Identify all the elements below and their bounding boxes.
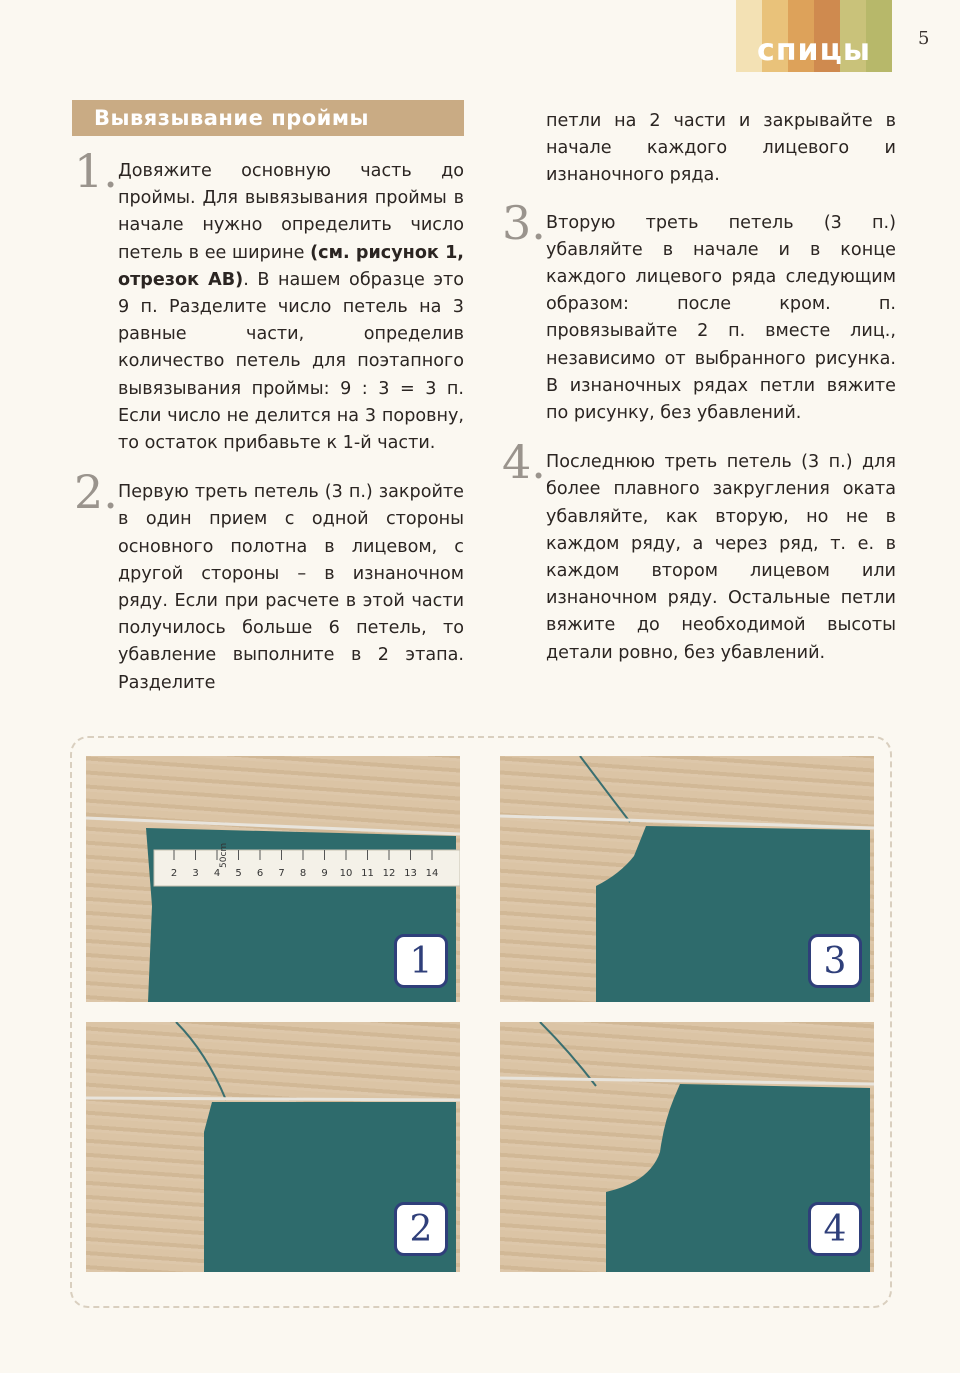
tape-number: 14 xyxy=(425,868,439,879)
step-text: Первую треть петель (3 п.) закройте в один прием с одной стороны основного полотна в лицевом, с другой стороны – в изнаночном ряду. Если при расчете в этой части получилось больше 6 петель, то убавление выполните в 2 этапа. Разделите xyxy=(118,482,464,693)
page-number: 5 xyxy=(918,28,930,49)
yarn-strand xyxy=(176,1022,226,1100)
step-text-part: . В нашем образце это 9 п. Разделите число петель на 3 равные части, определив количество петель для поэтапного вывязывания проймы: 9 : 3 = 3 п. Если число не делится на 3 поровну, то остаток прибавьте к 1-й части. xyxy=(118,269,464,454)
knitting-needle xyxy=(86,1098,460,1100)
step-3 xyxy=(500,195,896,428)
yarn-strand xyxy=(540,1022,596,1086)
step-1 xyxy=(72,144,464,457)
step-number: 1. xyxy=(74,144,118,198)
tape-number: 12 xyxy=(382,868,396,879)
section-heading-text: Вывязывание проймы xyxy=(94,106,370,130)
tape-number: 5 xyxy=(235,868,242,879)
tape-number: 8 xyxy=(299,868,307,879)
step-number: 4. xyxy=(502,435,546,490)
photo-number-badge: 1 xyxy=(394,934,448,988)
tape-number: 13 xyxy=(404,868,417,879)
step-text: петли на 2 части и закрывайте в начале каждого лицевого и изнаночного ряда. xyxy=(546,111,896,186)
tape-number: 9 xyxy=(321,868,328,879)
tape-number: 11 xyxy=(361,868,374,879)
step-2 xyxy=(72,465,464,697)
tape-number: 6 xyxy=(256,868,264,879)
step-2-continuation xyxy=(500,108,896,190)
photo-step-2 xyxy=(86,1022,460,1272)
photo-step-3 xyxy=(500,756,874,1002)
step-text-part: Довяжите основную часть до проймы. Для вывязывания проймы в начале нужно определить число петель в ее ширине xyxy=(118,161,464,263)
tape-number: 4 xyxy=(213,868,221,879)
photo-step-4 xyxy=(500,1022,874,1272)
step-number: 3. xyxy=(502,195,546,250)
figure-reference: (см. рисунок 1, отрезок АВ) xyxy=(118,242,464,290)
photo-number-badge: 2 xyxy=(394,1202,448,1256)
tape-number: 3 xyxy=(192,868,199,879)
tape-number: 10 xyxy=(339,868,353,879)
tape-number: 7 xyxy=(278,868,285,879)
step-text: Последнюю треть петель (3 п.) для более плавного закругления оката убавляйте, как вторую, но не в каждом ряду, а через ряд, т. е. в каждом втором лицевом или изнаночном ряду. Остальные петли вяжите до необходимой высоты детали ровно, без убавлений. xyxy=(546,452,896,663)
knitting-needle xyxy=(500,816,874,828)
text-column-left xyxy=(72,144,464,697)
photo-step-1 xyxy=(86,756,460,1002)
step-text xyxy=(118,158,464,457)
section-title: спицы xyxy=(757,32,871,68)
tape-number: 2 xyxy=(170,868,178,879)
section-heading xyxy=(72,100,464,136)
step-text: Вторую треть петель (3 п.) убавляйте в начале и в конце каждого лицевого ряда следующим образом: после кром. п. провязывайте 2 п. вместе лиц., независимо от выбранного рисунка. В изнаночных рядах петли вяжите по рисунку, без убавлений. xyxy=(546,212,896,424)
yarn-strand xyxy=(580,756,630,822)
photo-number-badge: 4 xyxy=(808,1202,862,1256)
knitting-needle xyxy=(500,1078,874,1084)
tape-label: 50cm xyxy=(219,842,229,868)
step-number: 2. xyxy=(74,465,118,520)
step-4 xyxy=(500,435,896,667)
text-column-right xyxy=(500,108,896,667)
photo-number-badge: 3 xyxy=(808,934,862,988)
